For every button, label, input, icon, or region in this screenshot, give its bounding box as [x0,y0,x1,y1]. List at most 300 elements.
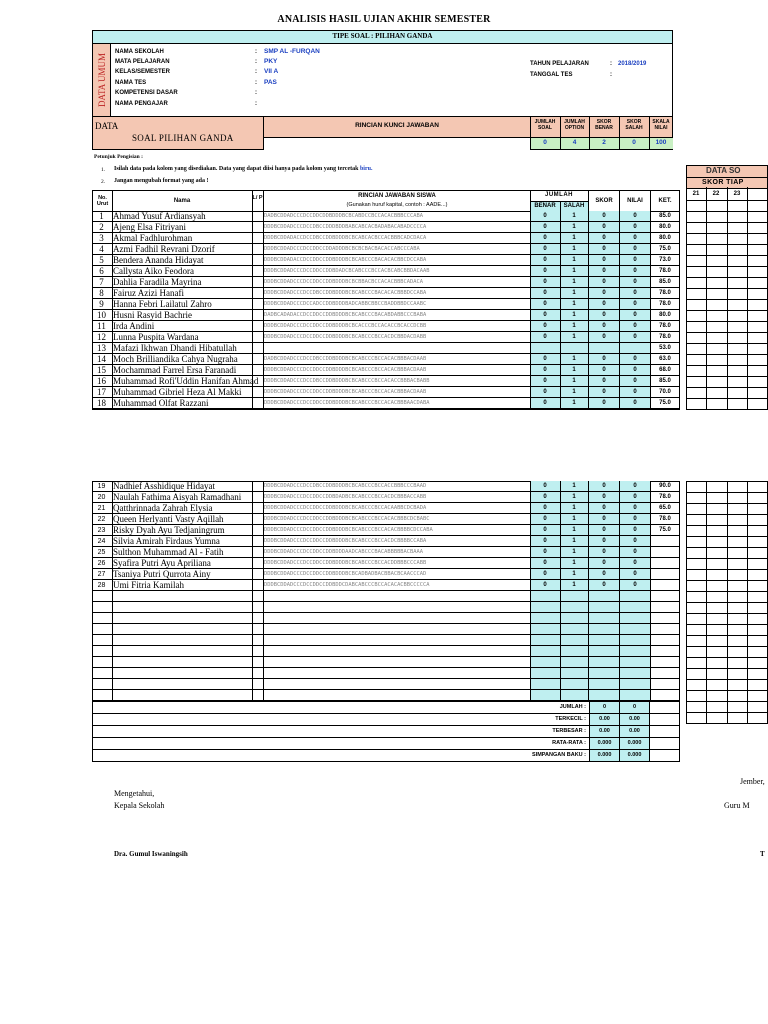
data-soal-header-3: SKOR SALAH [625,119,643,131]
summary-b-1: 0.00 [619,714,650,725]
th-lp: L/ P [252,195,263,201]
summary-label-2: TERBESAR : [552,728,586,734]
row-name[interactable]: Dahlia Faradila Mayrina [113,277,202,287]
row-no: 12 [97,332,106,342]
row-name[interactable]: Naulah Fathima Aisyah Ramadhani [113,492,242,502]
footer-kepala: Kepala Sekolah [114,801,165,810]
table-row [92,547,680,558]
table-row [92,525,680,536]
row-value-3: 0 [633,367,637,373]
row-no: 1 [99,211,104,221]
row-name[interactable]: Tsaniya Putri Qurrota Ainy [113,569,211,579]
table-row [92,602,680,613]
row-value-0: 0 [543,505,547,511]
th-benar: BENAR [534,203,556,209]
row-value-4: 78.0 [659,494,671,500]
table-row [92,343,680,354]
row-value-2: 0 [602,279,606,285]
row-value-1: 1 [572,483,576,489]
row-value-1: 1 [572,356,576,362]
row-value-0: 0 [543,356,547,362]
petunjuk-title: Petunjuk Pengisian : [94,154,143,160]
row-value-2: 0 [602,483,606,489]
row-value-1: 1 [572,560,576,566]
row-name[interactable]: Fairuz Azizi Hanafi [113,288,184,298]
row-name[interactable]: Nadhief Asshidique Hidayat [113,481,215,491]
row-answers[interactable] [264,343,529,354]
rincian-kunci-label: RINCIAN KUNCI JAWABAN [355,122,439,129]
right-panel-subtitle: SKOR TIAP [702,179,744,186]
table-row [92,624,680,635]
table-row [92,211,680,222]
row-value-2: 0 [602,494,606,500]
row-value-0: 0 [543,290,547,296]
info-label-3: NAMA TES [115,80,147,86]
row-value-4: 80.0 [659,235,671,241]
row-value-0: 0 [543,378,547,384]
summary-label-1: TERKECIL : [555,716,586,722]
row-name[interactable]: Ahmad Yusuf Ardiansyah [113,211,206,221]
row-value-4: 65.0 [659,505,671,511]
row-value-1: 1 [572,516,576,522]
info-right-value-0[interactable]: 2018/2019 [618,61,647,67]
table-row [92,365,680,376]
row-answers[interactable]: DADBCADADACCDCCDDCCDDBDDDBCBCABCCCBACABDABBCCCBABA [264,312,427,318]
row-value-3: 0 [633,356,637,362]
row-value-1: 1 [572,246,576,252]
row-value-3: 0 [633,483,637,489]
th-ket: KET. [658,198,672,204]
data-soal-header-0: JUMLAH SOAL [534,119,556,131]
row-value-0: 0 [543,334,547,340]
row-value-0: 0 [543,538,547,544]
row-value-0: 0 [543,224,547,230]
table-row [92,690,680,701]
petunjuk-emph: biru. [359,166,373,172]
row-answers[interactable]: DDDBCDDADACCDCCDDCCDDBDDDBCBCABCCCBACACACBBCDCCABA [264,257,427,263]
row-answers[interactable]: DDDBCDDADCCCDCCDDCCDDADDDBCBCBCBACBACACCABCCCABA [264,246,420,252]
table-row [92,679,680,690]
row-value-3: 0 [633,400,637,406]
petunjuk-text-1: Isilah data pada kolom yang disediakan. Data yang dapat diisi hanya pada kolom yang tercetak biru. [114,166,373,172]
th-skor: SKOR [595,198,613,204]
row-value-3: 0 [633,246,637,252]
row-value-4: 68.0 [659,367,671,373]
row-no: 10 [97,310,106,320]
row-name[interactable]: Qatthrinnada Zahrah Elysia [113,503,213,513]
row-answers[interactable]: DDDBCDDADCCCDCCDDCCDDBDADBCBCABCCCBCCACDCBBBACCABB [264,494,427,500]
row-value-3: 0 [633,538,637,544]
row-name[interactable]: Hanna Febri Lailatul Zahro [113,299,212,309]
row-no: 27 [97,571,106,578]
th-nama: Nama [173,198,191,204]
row-no: 16 [97,376,106,386]
soal-pg-label: SOAL PILIHAN GANDA [132,133,234,143]
row-no: 9 [99,299,104,309]
info-value-2[interactable]: VII A [264,68,279,75]
row-no: 22 [97,516,106,523]
row-value-3 [620,343,650,354]
row-no: 24 [97,538,106,545]
row-name[interactable]: Risky Dyah Ayu Tedjaningrum [113,525,225,535]
row-value-0: 0 [543,279,547,285]
row-name[interactable]: Muhammad Gibriel Heza Al Makki [113,387,242,397]
row-value-4: 80.0 [659,224,671,230]
row-value-3: 0 [633,389,637,395]
row-value-2: 0 [602,538,606,544]
row-value-1: 1 [572,389,576,395]
info-colon-2: : [255,69,257,75]
row-name[interactable]: Moch Brilliandika Cahya Nugraha [113,354,238,364]
row-name[interactable]: Azmi Fadhil Revrani Dzorif [113,244,215,254]
row-answers[interactable]: DDDBCDDADCCCDCCDBCCDDBDDDBCBCABCCCBACACACBBBDCCABA [264,290,427,296]
row-name[interactable]: Irda Andini [113,321,155,331]
table-row [92,646,680,657]
info-right-label-0: TAHUN PELAJARAN [530,61,589,67]
row-answers[interactable]: DDDBCDDADCCCDCCDDCCDDBDDDAADCABCCCBACABBBBBACBAAA [264,549,424,555]
info-value-3[interactable]: PAS [264,79,277,86]
summary-a-2: 0.00 [589,726,619,737]
th-rincian-sub: (Gunakan huruf kapital, contoh : AADE...) [346,202,448,208]
row-value-3: 0 [633,571,637,577]
row-value-1: 1 [572,312,576,318]
table-row [92,492,680,503]
th-no: No. Urut [96,195,109,207]
summary-label-4: SIMPANGAN BAKU : [532,752,586,758]
row-value-1: 1 [572,235,576,241]
page-title: ANALISIS HASIL UJIAN AKHIR SEMESTER [277,14,491,25]
right-panel-title: DATA SO [706,166,741,175]
row-value-2: 0 [602,400,606,406]
table-row [92,569,680,580]
row-no: 7 [99,277,104,287]
row-value-2: 0 [602,367,606,373]
row-no: 25 [97,549,106,556]
row-answers[interactable]: DADBCDDADCCCDCCDBCCDDBDDDBCBCABCCCBCCACACBBBACDAAB [264,356,427,362]
row-value-1: 1 [572,290,576,296]
row-value-4: 75.0 [659,400,671,406]
row-value-1: 1 [572,538,576,544]
row-no: 15 [97,365,106,375]
data-soal-value-4[interactable]: 100 [655,139,667,146]
table-row [92,613,680,624]
row-value-2: 0 [602,516,606,522]
row-name[interactable]: Mafazi Ikhwan Dhandi Hibatullah [113,343,237,353]
row-value-1: 1 [572,257,576,263]
data-soal-value-2[interactable]: 2 [602,139,606,146]
row-name[interactable]: Bendera Ananda Hidayat [113,255,204,265]
info-label-4: KOMPETENSI DASAR [115,90,178,96]
data-soal-value-1[interactable]: 4 [572,139,577,146]
row-value-0 [530,343,560,354]
summary-a-3: 0.000 [589,738,619,749]
info-right-label-1: TANGGAL TES [530,72,573,78]
row-value-3: 0 [633,516,637,522]
data-soal-header-4: SKALA NILAI [652,119,670,131]
right-col-0: 21 [692,191,700,197]
row-value-0: 0 [543,213,547,219]
row-value-2: 0 [602,356,606,362]
row-name[interactable]: Umi Fitria Kamilah [113,580,184,590]
row-name[interactable]: Muhammad Olfat Razzani [113,398,209,408]
table-row [92,321,680,332]
row-value-2: 0 [602,389,606,395]
table-row [92,222,680,233]
row-answers[interactable]: DDDBCDDADCCCDCCDDCCDDBDDDBCBCABCCCBCCACAABBCDCBADA [264,505,427,511]
row-answers[interactable]: DDDBCDDADCCCDCCDDCCDDBDDDBCBCABCCCBCCACACBBBACDAAB [264,367,427,373]
table-row [92,299,680,310]
data-soal-header-2: SKOR BENAR [595,119,613,131]
table-row [92,244,680,255]
row-value-2: 0 [602,505,606,511]
row-answers[interactable]: DDDBCDDADCCCDCCDDCCDDBDDDBCBCABCCCBCCACACBBBBCDCCABA [264,527,433,533]
row-value-2: 0 [602,378,606,384]
row-value-1: 1 [572,582,576,588]
row-no: 19 [97,483,106,490]
row-value-3: 0 [633,334,637,340]
row-value-2: 0 [602,549,606,555]
row-value-3: 0 [633,235,637,241]
info-value-0[interactable]: SMP AL -FURQAN [264,48,320,55]
row-answers[interactable]: DDDBCDDADCCCDCCDDCCDDBDDDBCBCADBADBACBBACBCAACCCAD [264,571,427,577]
row-value-1: 1 [572,213,576,219]
row-value-1: 1 [572,279,576,285]
row-name[interactable]: Syafira Putri Ayu Apriliana [113,558,211,568]
row-value-4: 78.0 [659,334,671,340]
row-no: 18 [97,398,106,408]
row-name[interactable]: Akmal Fadhlurohman [113,233,193,243]
row-value-4: 85.0 [659,378,671,384]
row-value-2: 0 [602,213,606,219]
row-value-4: 75.0 [659,246,671,252]
table-row [92,668,680,679]
th-jumlah: JUMLAH [545,192,573,198]
row-no: 13 [97,343,106,353]
row-no: 11 [97,321,106,331]
row-value-3: 0 [633,279,637,285]
summary-b-4: 0.000 [619,750,650,761]
row-value-4 [651,536,679,547]
summary-a-1: 0.00 [589,714,619,725]
row-answers[interactable]: DDDBCDDADCCCDCCDDCCDDBDADCBCABCCCBCCACBCABCBBDACAAB [264,268,430,274]
row-name[interactable]: Lunna Puspita Wardana [113,332,199,342]
footer-kepala-name: Dra. Gumul Iswaningsih [114,850,188,858]
row-value-3: 0 [633,323,637,329]
row-name[interactable]: Muhammad Rofi'Uddin Hanifan Ahmad [113,376,259,386]
info-label-1: MATA PELAJARAN [115,59,170,65]
row-value-0: 0 [543,257,547,263]
row-value-2: 0 [602,560,606,566]
th-rincian: RINCIAN JAWABAN SISWA [358,193,436,199]
row-value-2: 0 [602,290,606,296]
summary-a-4: 0.000 [589,750,619,761]
data-umum-box [92,43,673,117]
row-value-2: 0 [602,312,606,318]
row-no: 28 [97,582,106,589]
row-value-3: 0 [633,312,637,318]
row-value-0: 0 [543,494,547,500]
info-colon-4: : [255,90,257,96]
info-colon-0: : [255,49,257,55]
data-umum-side-label: DATA UMUM [97,52,107,108]
row-value-4 [651,569,679,580]
summary-label-0: JUMLAH : [559,704,586,710]
row-value-3: 0 [633,257,637,263]
row-name[interactable]: Silvia Amirah Firdaus Yumna [113,536,220,546]
right-col-1: 22 [712,191,720,197]
summary-b-0: 0 [619,702,650,713]
table-row [92,310,680,321]
row-value-1: 1 [572,367,576,373]
row-value-1: 1 [572,224,576,230]
row-answers[interactable]: DDDBCDDADCCCDCCDDCCDDBDDDBCBCABCCCBCCACACBBBCDCBABC [264,516,430,522]
row-answers[interactable]: DDDBCDDADCCCDCCDBCCDDBDDDBCBCABCCCBCCACACCBBBACBABB [264,378,430,384]
row-value-4: 78.0 [659,268,671,274]
summary-b-3: 0.000 [619,738,650,749]
info-label-2: KELAS/SEMESTER [115,69,171,75]
row-name[interactable]: Queen Herlyanti Vasty Aqillah [113,514,224,524]
data-soal-value-3[interactable]: 0 [632,139,636,146]
row-value-1: 1 [572,571,576,577]
row-value-3: 0 [633,290,637,296]
row-answers[interactable]: DDDBCDDADCCCDCCDDCCDDBDDDBCBCABCCCBCCACDCBBDACDABB [264,334,427,340]
table-row [92,277,680,288]
row-value-3: 0 [633,213,637,219]
row-no: 21 [97,505,106,512]
table-row [92,398,680,409]
row-answers[interactable]: DDDBCDDADCCCDCCDDCCDDBDDDBCBCABCCCBCCACACBBBAACDABA [264,400,430,406]
row-value-2: 0 [602,323,606,329]
row-value-0: 0 [543,323,547,329]
row-no: 4 [99,244,104,254]
row-answers[interactable]: DDDBCDDADCCCDCCDBCCDDDBDDBABCABCACBADABACABADCCCCA [264,224,427,230]
table-row [92,376,680,387]
row-answers[interactable]: DDDBCDDADCCCDCCDDCCDDBDDDBCBCABCCCBCCACDDBBBCCCABB [264,560,427,566]
row-value-2: 0 [602,301,606,307]
row-value-3: 0 [633,378,637,384]
row-answers[interactable]: DDDBCDDADACCDCCDBCCDDBDDDBCBCABCACBCCACBBBCADCDACA [264,235,427,241]
table-row [92,657,680,668]
row-value-1: 1 [572,323,576,329]
summary-a-0: 0 [589,702,619,713]
table-row [92,514,680,525]
row-value-3: 0 [633,549,637,555]
row-value-0: 0 [543,268,547,274]
row-answers[interactable]: DDDBCDDADCCCDCCDDCCDDBDDDBCBCACCCBCCACACCBCACCDCBB [264,323,427,329]
row-value-2: 0 [602,257,606,263]
row-no: 14 [97,354,106,364]
row-value-3: 0 [633,268,637,274]
row-name[interactable]: Sulthon Muhammad Al - Fatih [113,547,224,557]
summary-b-2: 0.00 [619,726,650,737]
table-row [92,558,680,569]
info-value-1[interactable]: PKY [264,58,278,65]
row-name[interactable]: Ajeng Elsa Fitriyani [113,222,186,232]
row-value-4: 63.0 [659,356,671,362]
row-no: 8 [99,288,104,298]
footer-mengetahui: Mengetahui, [114,789,155,798]
row-value-4 [651,547,679,558]
row-value-3: 0 [633,560,637,566]
row-value-0: 0 [543,483,547,489]
row-value-1: 1 [572,505,576,511]
row-value-0: 0 [543,312,547,318]
row-no: 3 [99,233,104,243]
info-colon-5: : [255,101,257,107]
row-value-4: 53.0 [659,345,671,351]
table-row [92,266,680,277]
info-colon-3: : [255,80,257,86]
summary-label-3: RATA-RATA : [552,740,586,746]
row-answers[interactable]: DDDBCDDADCCCDCCDDCCDDBDDDBCBCBBACBCCACACBBBCADACA [264,279,424,285]
row-value-0: 0 [543,582,547,588]
info-colon-1: : [255,59,257,65]
row-value-0: 0 [543,400,547,406]
row-answers[interactable]: DDDBCDDADCCCDCCDDCCDDBDDDBCBCABCCCBCCACDCBBBBCCABA [264,538,427,544]
row-value-1: 1 [572,334,576,340]
row-name[interactable]: Mochammad Farrel Ersa Faranadi [113,365,237,375]
th-salah: SALAH [563,203,585,209]
footer-guru-name: T [760,850,765,858]
row-value-2: 0 [602,246,606,252]
row-no: 20 [97,494,106,501]
row-answers[interactable]: DDDBCDDADCCCDCCDDCCDDBDDDBCBCABCCCBCCACACBBBACDAAB [264,389,427,395]
data-soal-value-0[interactable]: 0 [543,139,547,146]
data-label: DATA [95,121,119,131]
row-value-4: 85.0 [659,279,671,285]
row-value-0: 0 [543,516,547,522]
row-value-2: 0 [602,571,606,577]
row-answers[interactable]: DDDBCDDADCCCDCCDDCCDDBDDCDABCABCCCBCCACACACBBCCCCCA [264,582,430,588]
row-value-4: 85.0 [659,213,671,219]
petunjuk-num-2: 2. [101,179,106,185]
table-row [92,591,680,602]
table-row [92,481,680,492]
row-answers[interactable]: DADBCDDADCCCDCCDDCDDBDDDBCBCABDCCBCCACACBBBCCCABA [264,213,424,219]
info-right-colon-1: : [610,72,612,78]
info-label-0: NAMA SEKOLAH [115,49,164,55]
row-value-4: 80.0 [659,312,671,318]
petunjuk-text-2: Jangan mengubah format yang ada ! [114,178,209,184]
table-row [92,635,680,646]
row-value-4: 78.0 [659,290,671,296]
row-value-2: 0 [602,582,606,588]
row-no: 26 [97,560,106,567]
row-value-1: 1 [572,301,576,307]
row-value-0: 0 [543,571,547,577]
row-value-0: 0 [543,301,547,307]
row-no: 17 [97,387,106,397]
footer-place: Jember, [740,777,765,786]
row-answers[interactable]: DDDBCDDADCCCDCCADCCDDBDDDBADCABBCBBCCBADDBBDCCAABC [264,301,427,307]
row-value-0: 0 [543,527,547,533]
info-label-5: NAMA PENGAJAR [115,101,168,107]
row-name[interactable]: Husni Rasyid Bachrie [113,310,192,320]
row-value-4 [651,558,679,569]
table-row [92,503,680,514]
row-value-0: 0 [543,560,547,566]
row-value-3: 0 [633,224,637,230]
row-name[interactable]: Callysta Aiko Feodora [113,266,194,276]
row-answers[interactable]: DDDBCDDADCCCDCCDBCCDDBDDDBCBCABCCCBCCACCBBBCCCBAAD [264,483,427,489]
table-row [92,580,680,591]
row-value-4: 78.0 [659,516,671,522]
row-value-4: 73.0 [659,257,671,263]
footer-guru: Guru M [724,801,750,810]
th-nilai: NILAI [627,198,643,204]
info-right-colon-0: : [610,61,612,67]
row-value-4: 90.0 [659,483,671,489]
